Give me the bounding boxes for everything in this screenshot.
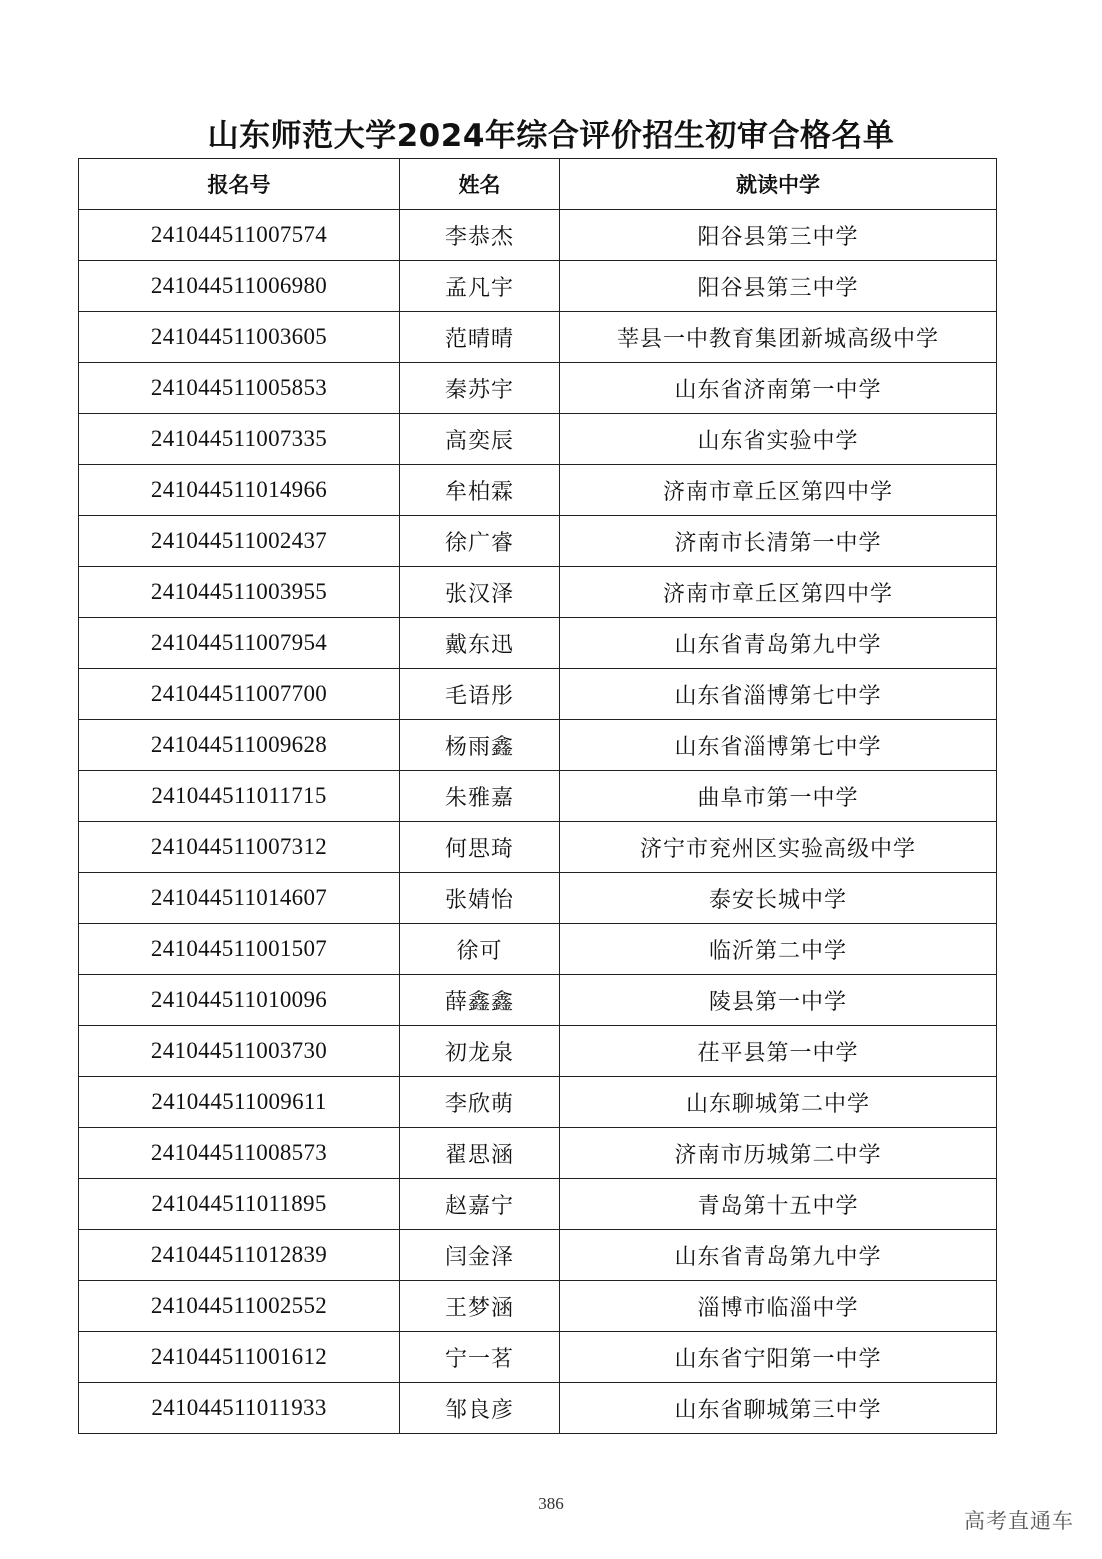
registration-number-cell: 241044511010096: [79, 975, 400, 1026]
table-body: [79, 210, 997, 1434]
table-row: [79, 1128, 997, 1179]
student-name-cell: 薛鑫鑫: [400, 975, 560, 1026]
student-name-cell: 秦苏宇: [400, 363, 560, 414]
school-name-cell: 青岛第十五中学: [560, 1179, 997, 1230]
school-name-cell: 莘县一中教育集团新城高级中学: [560, 312, 997, 363]
school-name-cell: 山东省淄博第七中学: [560, 669, 997, 720]
table-header-row: [79, 159, 997, 210]
table-row: [79, 210, 997, 261]
watermark: 高考直通车: [964, 1509, 1074, 1533]
registration-number-cell: 241044511007574: [79, 210, 400, 261]
registration-number-cell: 241044511014607: [79, 873, 400, 924]
student-name-cell: 李恭杰: [400, 210, 560, 261]
registration-number-cell: 241044511009611: [79, 1077, 400, 1128]
table-row: [79, 1179, 997, 1230]
student-name-cell: 朱雅嘉: [400, 771, 560, 822]
registration-number-cell: 241044511014966: [79, 465, 400, 516]
table-row: [79, 822, 997, 873]
student-name-cell: 张婧怡: [400, 873, 560, 924]
registration-number-cell: 241044511007700: [79, 669, 400, 720]
registration-number-cell: 241044511002552: [79, 1281, 400, 1332]
student-name-cell: 徐广睿: [400, 516, 560, 567]
registration-number-cell: 241044511002437: [79, 516, 400, 567]
registration-number-cell: 241044511007335: [79, 414, 400, 465]
header-registration-number: 报名号: [79, 159, 400, 210]
student-name-cell: 高奕辰: [400, 414, 560, 465]
student-name-cell: 邹良彦: [400, 1383, 560, 1434]
school-name-cell: 泰安长城中学: [560, 873, 997, 924]
student-name-cell: 何思琦: [400, 822, 560, 873]
school-name-cell: 济南市章丘区第四中学: [560, 567, 997, 618]
table-row: [79, 1026, 997, 1077]
table-row: [79, 567, 997, 618]
registration-number-cell: 241044511001612: [79, 1332, 400, 1383]
registration-number-cell: 241044511003955: [79, 567, 400, 618]
school-name-cell: 山东省淄博第七中学: [560, 720, 997, 771]
registration-number-cell: 241044511003605: [79, 312, 400, 363]
school-name-cell: 阳谷县第三中学: [560, 210, 997, 261]
registration-number-cell: 241044511011933: [79, 1383, 400, 1434]
table-row: [79, 414, 997, 465]
registration-number-cell: 241044511012839: [79, 1230, 400, 1281]
school-name-cell: 山东聊城第二中学: [560, 1077, 997, 1128]
table-row: [79, 873, 997, 924]
registration-number-cell: 241044511003730: [79, 1026, 400, 1077]
student-name-cell: 李欣萌: [400, 1077, 560, 1128]
table-row: [79, 1077, 997, 1128]
school-name-cell: 山东省济南第一中学: [560, 363, 997, 414]
table-row: [79, 618, 997, 669]
table-row: [79, 1332, 997, 1383]
school-name-cell: 山东省聊城第三中学: [560, 1383, 997, 1434]
student-name-cell: 孟凡宇: [400, 261, 560, 312]
student-name-cell: 闫金泽: [400, 1230, 560, 1281]
admission-table: [78, 158, 997, 1434]
table-row: [79, 363, 997, 414]
student-name-cell: 毛语彤: [400, 669, 560, 720]
registration-number-cell: 241044511001507: [79, 924, 400, 975]
header-name: 姓名: [400, 159, 560, 210]
table-row: [79, 1230, 997, 1281]
table-row: [79, 924, 997, 975]
school-name-cell: 山东省青岛第九中学: [560, 618, 997, 669]
student-name-cell: 戴东迅: [400, 618, 560, 669]
school-name-cell: 山东省宁阳第一中学: [560, 1332, 997, 1383]
school-name-cell: 曲阜市第一中学: [560, 771, 997, 822]
document-title: 山东师范大学2024年综合评价招生初审合格名单: [207, 118, 895, 154]
student-name-cell: 牟柏霖: [400, 465, 560, 516]
school-name-cell: 山东省青岛第九中学: [560, 1230, 997, 1281]
registration-number-cell: 241044511011895: [79, 1179, 400, 1230]
registration-number-cell: 241044511007954: [79, 618, 400, 669]
student-name-cell: 张汉泽: [400, 567, 560, 618]
student-name-cell: 王梦涵: [400, 1281, 560, 1332]
table-row: [79, 516, 997, 567]
school-name-cell: 济南市章丘区第四中学: [560, 465, 997, 516]
page-number: 386: [538, 1494, 564, 1513]
school-name-cell: 济南市历城第二中学: [560, 1128, 997, 1179]
table-row: [79, 261, 997, 312]
student-name-cell: 范晴晴: [400, 312, 560, 363]
school-name-cell: 山东省实验中学: [560, 414, 997, 465]
table-row: [79, 975, 997, 1026]
school-name-cell: 济南市长清第一中学: [560, 516, 997, 567]
school-name-cell: 陵县第一中学: [560, 975, 997, 1026]
school-name-cell: 济宁市兖州区实验高级中学: [560, 822, 997, 873]
registration-number-cell: 241044511005853: [79, 363, 400, 414]
registration-number-cell: 241044511009628: [79, 720, 400, 771]
table-row: [79, 1281, 997, 1332]
student-name-cell: 初龙泉: [400, 1026, 560, 1077]
student-name-cell: 宁一茗: [400, 1332, 560, 1383]
school-name-cell: 阳谷县第三中学: [560, 261, 997, 312]
school-name-cell: 淄博市临淄中学: [560, 1281, 997, 1332]
table-row: [79, 465, 997, 516]
table-row: [79, 1383, 997, 1434]
student-name-cell: 徐可: [400, 924, 560, 975]
student-name-cell: 翟思涵: [400, 1128, 560, 1179]
table-row: [79, 771, 997, 822]
school-name-cell: 茌平县第一中学: [560, 1026, 997, 1077]
registration-number-cell: 241044511006980: [79, 261, 400, 312]
table-row: [79, 312, 997, 363]
registration-number-cell: 241044511008573: [79, 1128, 400, 1179]
school-name-cell: 临沂第二中学: [560, 924, 997, 975]
student-name-cell: 赵嘉宁: [400, 1179, 560, 1230]
registration-number-cell: 241044511007312: [79, 822, 400, 873]
student-name-cell: 杨雨鑫: [400, 720, 560, 771]
registration-number-cell: 241044511011715: [79, 771, 400, 822]
header-school: 就读中学: [560, 159, 997, 210]
table-row: [79, 720, 997, 771]
table-row: [79, 669, 997, 720]
